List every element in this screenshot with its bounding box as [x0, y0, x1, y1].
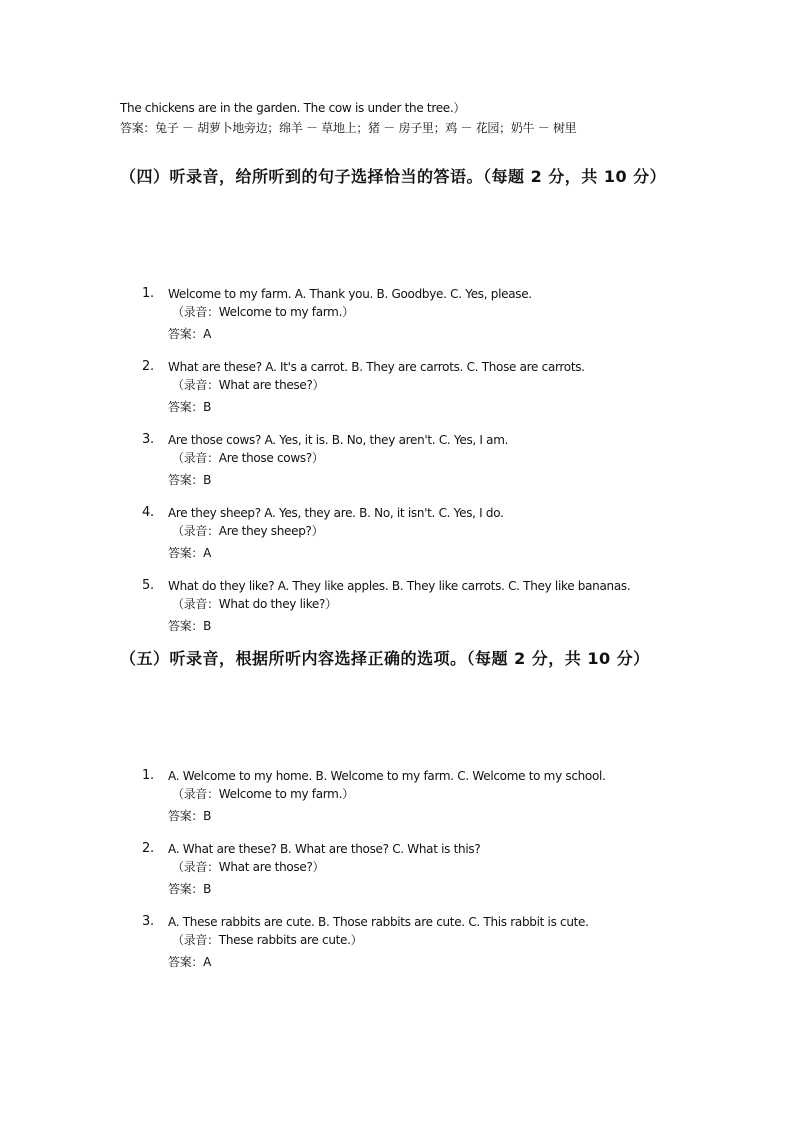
recording-text: （录音：What are these?） [172, 378, 325, 392]
recording-text: （录音：Are they sheep?） [172, 524, 324, 538]
answer-text: 答案：B [168, 809, 212, 823]
question-item [142, 285, 702, 343]
question-item [142, 913, 702, 971]
recording-text: （录音：Welcome to my farm.） [172, 787, 354, 801]
question-number: 2. [142, 359, 154, 374]
answer-text: 答案：B [168, 882, 212, 896]
answer-text: 答案：B [168, 400, 212, 414]
section-5-question-list [142, 767, 702, 971]
section-4-question-list [142, 285, 702, 635]
answer-text: 答案：A [168, 327, 212, 341]
question-number: 5. [142, 578, 154, 593]
question-item [142, 358, 702, 416]
recording-text: （录音：What are those?） [172, 860, 325, 874]
question-text: A. Welcome to my home. B. Welcome to my farm. C. Welcome to my school. [168, 769, 606, 783]
recording-text: （录音：Are those cows?） [172, 451, 324, 465]
question-number: 1. [142, 286, 154, 301]
question-number: 4. [142, 505, 154, 520]
question-item [142, 504, 702, 562]
question-text: A. These rabbits are cute. B. Those rabbits are cute. C. This rabbit is cute. [168, 915, 589, 929]
intro-block [120, 98, 576, 138]
question-text: Welcome to my farm. A. Thank you. B. Goodbye. C. Yes, please. [168, 287, 532, 301]
question-item [142, 577, 702, 635]
section-5-heading: （五）听录音，根据所听内容选择正确的选项。（每题 2 分，共 10 分） [120, 649, 650, 668]
recording-text: （录音：These rabbits are cute.） [172, 933, 363, 947]
question-text: What are these? A. It's a carrot. B. They are carrots. C. Those are carrots. [168, 360, 585, 374]
answer-text: 答案：B [168, 619, 212, 633]
question-number: 3. [142, 914, 154, 929]
answer-text: 答案：A [168, 955, 212, 969]
recording-text: （录音：Welcome to my farm.） [172, 305, 354, 319]
question-item [142, 767, 702, 825]
question-item [142, 840, 702, 898]
intro-line-1: The chickens are in the garden. The cow is under the tree.） [120, 101, 466, 115]
question-text: A. What are these? B. What are those? C. What is this? [168, 842, 481, 856]
question-text: What do they like? A. They like apples. B. They like carrots. C. They like bananas. [168, 579, 631, 593]
recording-text: （录音：What do they like?） [172, 597, 337, 611]
intro-answer-line: 答案：兔子 － 胡萝卜地旁边；绵羊 － 草地上；猪 － 房子里；鸡 － 花园；奶牛 － 树里 [120, 121, 577, 135]
question-number: 3. [142, 432, 154, 447]
question-text: Are those cows? A. Yes, it is. B. No, they aren't. C. Yes, I am. [168, 433, 509, 447]
question-number: 2. [142, 841, 154, 856]
section-4-heading: （四）听录音，给所听到的句子选择恰当的答语。（每题 2 分，共 10 分） [120, 167, 667, 186]
answer-text: 答案：A [168, 546, 212, 560]
answer-text: 答案：B [168, 473, 212, 487]
question-number: 1. [142, 768, 154, 783]
question-text: Are they sheep? A. Yes, they are. B. No, it isn't. C. Yes, I do. [168, 506, 504, 520]
question-item [142, 431, 702, 489]
